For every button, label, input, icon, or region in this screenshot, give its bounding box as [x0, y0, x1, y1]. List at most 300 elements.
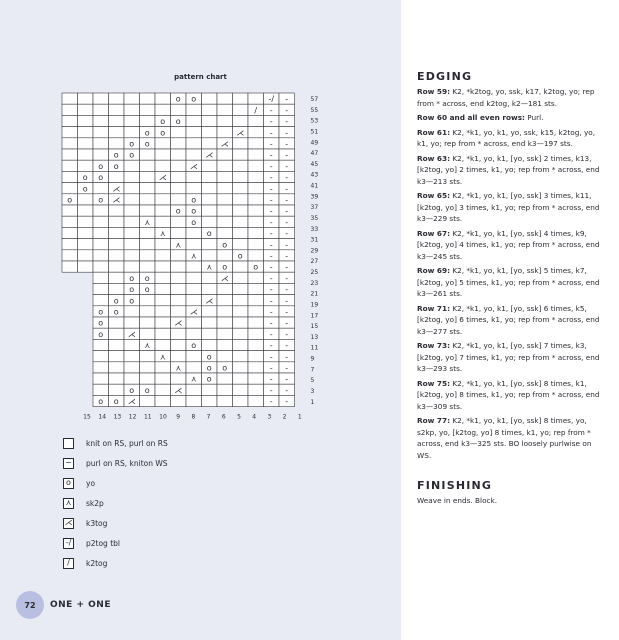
chart-cell [233, 351, 249, 362]
chart-cell [93, 127, 109, 138]
chart-symbol: o [98, 307, 104, 317]
book-title: ONE + ONE [50, 600, 111, 610]
chart-cell [109, 283, 125, 294]
chart-symbol: o [113, 296, 119, 306]
chart-cell [186, 239, 202, 250]
chart-cell [217, 373, 233, 384]
chart-cell [233, 115, 249, 126]
chart-cell [248, 328, 264, 339]
row-number-label: 47 [310, 150, 319, 158]
chart-cell [93, 138, 109, 149]
chart-symbol: - [269, 296, 273, 306]
chart-symbol: - [269, 318, 273, 328]
chart-cell [124, 194, 140, 205]
chart-cell [140, 362, 156, 373]
chart-cell [155, 362, 171, 373]
chart-symbol: o [191, 217, 197, 227]
chart-symbol: - [269, 385, 273, 395]
chart-cell [233, 261, 249, 272]
chart-cell [217, 149, 233, 160]
chart-cell [202, 395, 218, 406]
chart-symbol: o [98, 397, 104, 407]
chart-cell [140, 261, 156, 272]
chart-cell [109, 317, 125, 328]
chart-symbol: o [98, 329, 104, 339]
row-number-label: 55 [310, 106, 319, 114]
chart-cell [248, 171, 264, 182]
chart-cell [155, 283, 171, 294]
chart-cell [62, 250, 78, 261]
chart-cell [186, 317, 202, 328]
chart-symbol: o [191, 341, 197, 351]
chart-symbol: - [269, 195, 273, 205]
chart-cell [109, 384, 125, 395]
row-label: Row 69: [417, 266, 450, 275]
chart-symbol: - [269, 352, 273, 362]
chart-cell [171, 306, 187, 317]
chart-cell [78, 115, 94, 126]
chart-cell [93, 216, 109, 227]
row-text: K2, *k1, yo, k1, [yo, ssk] 7 times, k3, [k2tog, yo] 7 times, k1, yo; rep from * across, end k3—293 sts. [417, 341, 600, 373]
chart-cell [78, 104, 94, 115]
chart-cell [217, 339, 233, 350]
chart-cell [62, 205, 78, 216]
chart-symbol: ⋏ [159, 352, 166, 362]
chart-cell [217, 205, 233, 216]
chart-symbol: ⋏ [190, 374, 197, 384]
chart-cell [140, 328, 156, 339]
chart-cell [78, 194, 94, 205]
chart-cell [248, 93, 264, 104]
chart-cell [186, 351, 202, 362]
chart-symbol: - [269, 184, 273, 194]
chart-cell [140, 171, 156, 182]
row-number-label: 35 [310, 214, 319, 222]
row-number-label: 21 [310, 290, 319, 298]
chart-cell [233, 205, 249, 216]
chart-symbol: - [285, 363, 289, 373]
chart-symbol: o [222, 363, 228, 373]
chart-cell [171, 283, 187, 294]
chart-symbol: ⋌ [189, 307, 198, 317]
chart-cell [93, 384, 109, 395]
chart-cell [155, 261, 171, 272]
chart-cell [140, 115, 156, 126]
row-number-label: 43 [310, 171, 319, 179]
chart-cell [217, 295, 233, 306]
chart-symbol: - [269, 217, 273, 227]
chart-cell [248, 295, 264, 306]
chart-cell [140, 149, 156, 160]
chart-symbol: o [129, 385, 135, 395]
row-number-label: 29 [310, 247, 319, 255]
chart-symbol: - [285, 251, 289, 261]
chart-symbol: - [285, 150, 289, 160]
stitch-number-label: 14 [98, 413, 107, 421]
chart-cell [171, 138, 187, 149]
chart-symbol: ⋌ [189, 161, 198, 171]
row-number-label: 57 [310, 96, 319, 103]
chart-cell [93, 272, 109, 283]
chart-cell [217, 283, 233, 294]
chart-cell [233, 171, 249, 182]
chart-cell [186, 227, 202, 238]
chart-symbol: o [191, 195, 197, 205]
chart-symbol: ⋌ [112, 195, 121, 205]
row-number-label: 25 [310, 269, 319, 277]
stitch-number-label: 15 [83, 413, 91, 421]
row-text: K2, *k1, yo, k1, [yo, ssk] 5 times, k7, [k2tog, yo] 5 times, k1, yo; rep from * across, end k3—261 sts. [417, 266, 600, 298]
chart-symbol: - [269, 285, 273, 295]
chart-cell [109, 227, 125, 238]
row-label: Row 71: [417, 303, 450, 313]
row-number-label: 11 [310, 344, 319, 352]
legend-text: k2tog [86, 558, 108, 568]
chart-cell [78, 250, 94, 261]
edging-heading: EDGING [417, 70, 473, 83]
chart-cell [62, 93, 78, 104]
chart-cell [93, 261, 109, 272]
chart-cell [171, 295, 187, 306]
chart-cell [124, 261, 140, 272]
chart-symbol: o [222, 240, 228, 250]
chart-cell [155, 104, 171, 115]
chart-cell [62, 216, 78, 227]
legend-row [63, 473, 168, 493]
chart-cell [62, 171, 78, 182]
chart-cell [155, 239, 171, 250]
chart-cell [171, 227, 187, 238]
chart-symbol: - [285, 173, 289, 183]
chart-symbol: - [269, 173, 273, 183]
chart-cell [171, 104, 187, 115]
chart-cell [248, 160, 264, 171]
instruction-row [417, 112, 607, 124]
chart-cell [93, 239, 109, 250]
chart-cell [248, 384, 264, 395]
chart-symbol: ⋌ [236, 128, 245, 138]
chart-symbol: o [206, 363, 212, 373]
chart-cell [171, 272, 187, 283]
row-number-label: 33 [310, 225, 319, 233]
chart-symbol: ⋏ [206, 262, 213, 272]
chart-symbol: - [269, 206, 273, 216]
chart-symbol: - [285, 329, 289, 339]
chart-cell [202, 306, 218, 317]
chart-cell [124, 351, 140, 362]
chart-symbol: o [67, 195, 73, 205]
p2tog-tbl-icon: -/ [63, 538, 74, 549]
chart-symbol: - [285, 318, 289, 328]
row-number-label: 53 [310, 117, 319, 125]
chart-cell [109, 339, 125, 350]
dash-icon: − [63, 458, 74, 469]
chart-cell [155, 149, 171, 160]
chart-cell [233, 183, 249, 194]
row-text: K2, *k1, yo, k1, [yo, ssk] 8 times, k1, [k2tog, yo] 8 times, k1, yo; rep from * across, end k3—309 sts. [417, 378, 600, 411]
chart-cell [217, 171, 233, 182]
chart-cell [93, 149, 109, 160]
chart-cell [186, 295, 202, 306]
chart-symbol: o [175, 206, 181, 216]
chart-cell [233, 373, 249, 384]
chart-symbol: - [285, 139, 289, 149]
chart-cell [171, 171, 187, 182]
chart-cell [93, 283, 109, 294]
chart-symbol: ⋏ [190, 251, 197, 261]
stitch-number-label: 13 [113, 413, 122, 421]
row-number-label: 31 [310, 236, 319, 244]
chart-cell [186, 362, 202, 373]
chart-symbol: - [285, 285, 289, 295]
chart-cell [93, 205, 109, 216]
chart-cell [140, 317, 156, 328]
chart-symbol: ⋌ [220, 273, 229, 283]
chart-symbol: - [285, 161, 289, 171]
chart-cell [124, 205, 140, 216]
chart-symbol: o [82, 184, 88, 194]
chart-symbol: o [160, 128, 166, 138]
chart-symbol: - [269, 139, 273, 149]
row-text: K2, *k1, yo, k1, yo, ssk, k15, k2tog, yo, k1, yo; rep from * across, end k3—197 sts. [417, 127, 596, 148]
chart-symbol: - [285, 240, 289, 250]
chart-cell [248, 138, 264, 149]
chart-symbol: o [191, 94, 197, 104]
chart-cell [124, 104, 140, 115]
chart-cell [202, 339, 218, 350]
chart-symbol: o [144, 385, 150, 395]
chart-symbol: - [269, 117, 273, 127]
chart-cell [140, 373, 156, 384]
chart-symbol: o [113, 397, 119, 407]
chart-cell [109, 261, 125, 272]
instruction-row [417, 153, 607, 188]
row-text: K2, *k1, yo, k1, [yo, ssk] 6 times, k5, [k2tog, yo] 6 times, k1, yo; rep from * across, end k3—277 sts. [417, 303, 600, 336]
chart-symbol: / [254, 105, 258, 115]
chart-cell [248, 194, 264, 205]
legend-row [63, 433, 168, 453]
chart-cell [140, 104, 156, 115]
chart-symbol: o [206, 352, 212, 362]
chart-cell [124, 93, 140, 104]
finishing-text: Weave in ends. Block. [417, 496, 498, 505]
chart-cell [202, 127, 218, 138]
chart-symbol: - [285, 397, 289, 407]
chart-symbol: - [269, 363, 273, 373]
chart-cell [186, 183, 202, 194]
chart-symbol: - [285, 206, 289, 216]
chart-cell [233, 104, 249, 115]
chart-symbol: o [129, 139, 135, 149]
chart-symbol: - [269, 262, 273, 272]
chart-symbol: o [175, 94, 181, 104]
row-number-label: 1 [310, 398, 315, 406]
chart-cell [186, 261, 202, 272]
chart-symbol: o [206, 229, 212, 239]
chart-cell [233, 395, 249, 406]
page-footer [16, 591, 111, 619]
chart-cell [109, 171, 125, 182]
chart-legend [63, 433, 168, 573]
chart-cell [155, 328, 171, 339]
chart-cell [233, 317, 249, 328]
chart-symbol: - [285, 385, 289, 395]
sk2p-icon: ⋏ [63, 498, 74, 509]
chart-symbol: ⋌ [158, 173, 167, 183]
chart-cell [233, 216, 249, 227]
row-number-label: 17 [310, 312, 319, 320]
chart-cell [171, 373, 187, 384]
chart-cell [202, 216, 218, 227]
chart-cell [93, 373, 109, 384]
chart-cell [155, 395, 171, 406]
chart-cell [202, 115, 218, 126]
chart-cell [217, 351, 233, 362]
chart-cell [233, 339, 249, 350]
chart-symbol: o [129, 273, 135, 283]
instruction-row [417, 127, 607, 150]
chart-cell [140, 194, 156, 205]
chart-symbol: o [144, 273, 150, 283]
chart-cell [78, 261, 94, 272]
row-number-label: 5 [310, 377, 315, 385]
chart-cell [109, 373, 125, 384]
finishing-heading: FINISHING [417, 479, 493, 492]
row-number-label: 13 [310, 333, 319, 341]
row-label: Row 75: [417, 378, 450, 388]
chart-symbol: - [285, 374, 289, 384]
chart-cell [186, 384, 202, 395]
chart-symbol: ⋌ [205, 296, 214, 306]
chart-cell [78, 160, 94, 171]
chart-cell [202, 194, 218, 205]
row-text: K2, *k1, yo, k1, [yo, ssk] 3 times, k11, [k2tog, yo] 3 times, k1, yo; rep from * across, end k3—229 sts. [417, 191, 600, 223]
chart-cell [171, 339, 187, 350]
chart-symbol: o [144, 285, 150, 295]
chart-symbol: - [285, 262, 289, 272]
chart-cell [233, 138, 249, 149]
chart-cell [62, 115, 78, 126]
chart-cell [248, 272, 264, 283]
chart-cell [171, 351, 187, 362]
chart-cell [202, 272, 218, 283]
chart-cell [62, 149, 78, 160]
chart-cell [248, 216, 264, 227]
chart-cell [109, 250, 125, 261]
row-text: K2, *k1, yo, k1, [yo, ssk] 2 times, k13, [k2tog, yo] 2 times, k1, yo; rep from * across, end k3—213 sts. [417, 153, 600, 186]
legend-row [63, 453, 168, 473]
chart-cell [93, 104, 109, 115]
chart-symbol: o [206, 374, 212, 384]
chart-symbol: ⋌ [174, 385, 183, 395]
chart-cell [155, 295, 171, 306]
chart-cell [202, 104, 218, 115]
chart-cell [217, 104, 233, 115]
chart-cell [93, 295, 109, 306]
chart-symbol: - [285, 307, 289, 317]
chart-cell [186, 104, 202, 115]
stitch-number-label: 8 [191, 413, 196, 421]
chart-cell [171, 160, 187, 171]
chart-cell [93, 93, 109, 104]
chart-symbol: ⋏ [159, 229, 166, 239]
chart-cell [233, 93, 249, 104]
instruction-row [417, 378, 607, 413]
chart-symbol: - [269, 229, 273, 239]
chart-symbol: - [269, 105, 273, 115]
chart-cell [217, 194, 233, 205]
chart-symbol: - [269, 251, 273, 261]
chart-symbol: - [285, 195, 289, 205]
chart-cell [124, 339, 140, 350]
chart-cell [78, 227, 94, 238]
chart-cell [186, 272, 202, 283]
chart-cell [93, 183, 109, 194]
pattern-chart [0, 0, 401, 430]
chart-symbol: o [113, 307, 119, 317]
row-label: Row 63: [417, 153, 450, 163]
chart-cell [109, 328, 125, 339]
stitch-number-label: 9 [176, 413, 181, 421]
chart-cell [233, 295, 249, 306]
instruction-row [417, 303, 607, 338]
chart-cell [171, 127, 187, 138]
chart-symbol: o [253, 262, 259, 272]
row-text: K2, *k1, yo, k1, [yo, ssk] 8 times, yo, s2kp, yo, [k2tog, yo] 8 times, k1, yo; rep from * across, end k3—325 sts. BO loosely purlwise on WS. [417, 416, 592, 460]
chart-cell [62, 160, 78, 171]
chart-cell [140, 205, 156, 216]
chart-cell [155, 339, 171, 350]
instruction-row [417, 415, 607, 461]
chart-cell [124, 171, 140, 182]
chart-cell [248, 283, 264, 294]
chart-cell [186, 283, 202, 294]
instruction-row [417, 265, 607, 300]
chart-cell [62, 183, 78, 194]
chart-cell [155, 216, 171, 227]
chart-symbol: -/ [268, 94, 275, 104]
chart-cell [233, 306, 249, 317]
chart-symbol: - [269, 397, 273, 407]
chart-cell [248, 373, 264, 384]
chart-cell [140, 306, 156, 317]
chart-cell [217, 384, 233, 395]
chart-symbol: ⋏ [144, 217, 151, 227]
stitch-number-label: 6 [221, 413, 226, 421]
chart-cell [171, 395, 187, 406]
row-number-label: 19 [310, 301, 319, 309]
chart-symbol: ⋏ [144, 341, 151, 351]
chart-cell [140, 351, 156, 362]
chart-cell [217, 227, 233, 238]
chart-cell [233, 362, 249, 373]
chart-cell [248, 339, 264, 350]
chart-cell [186, 138, 202, 149]
chart-symbol: o [129, 296, 135, 306]
legend-row [63, 553, 168, 573]
chart-cell [217, 317, 233, 328]
chart-cell [233, 272, 249, 283]
chart-cell [62, 138, 78, 149]
chart-cell [109, 93, 125, 104]
chart-cell [186, 149, 202, 160]
row-number-label: 7 [310, 366, 315, 374]
chart-cell [109, 104, 125, 115]
chart-symbol: o [129, 285, 135, 295]
chart-cell [248, 115, 264, 126]
row-number-label: 3 [310, 387, 315, 395]
chart-cell [62, 261, 78, 272]
